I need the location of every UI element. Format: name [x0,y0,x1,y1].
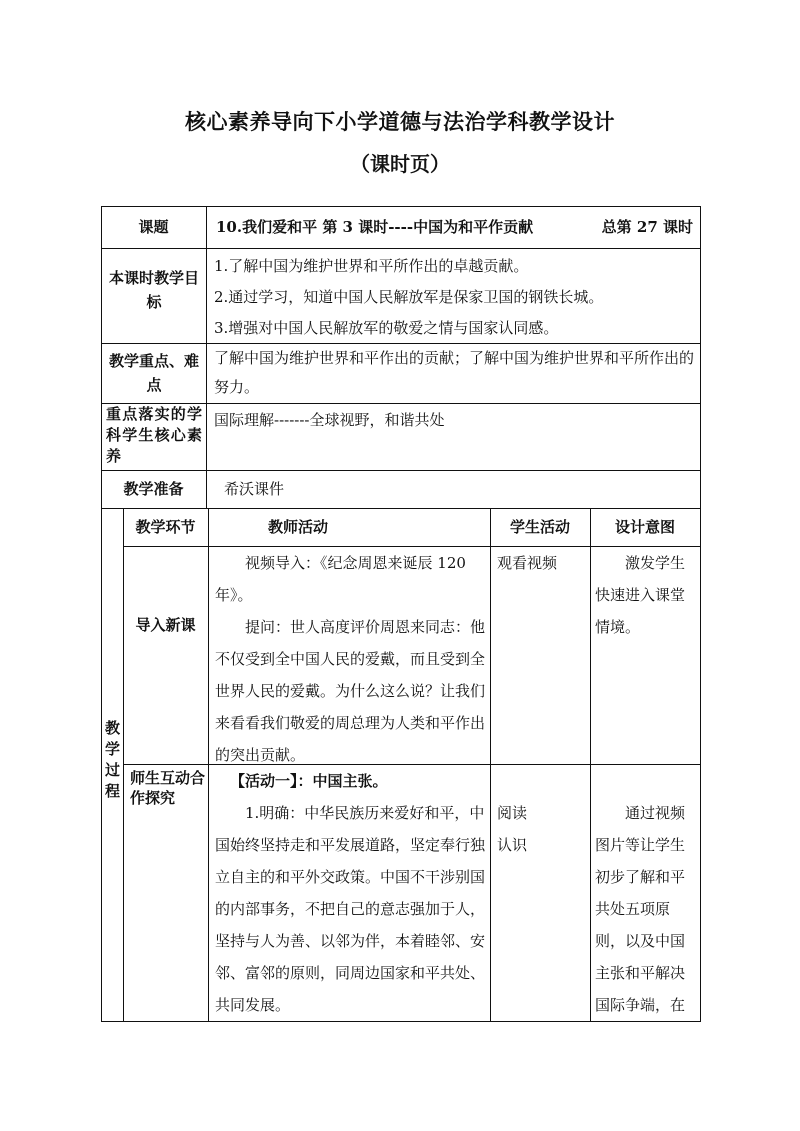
process-label: 教学过程 [104,719,120,800]
goals-label: 本课时教学目标 [108,269,199,311]
topic-total-lessons: 总第 27 课时 [601,218,693,236]
goals-list [214,251,694,344]
teacher-activity [215,547,485,771]
col-header-intent: 设计意图 [614,518,675,536]
student-activity: 阅读认识 [497,804,528,854]
step-name: 师生互动合作探究 [130,769,206,807]
document-title: 核心素养导向下小学道德与法治学科教学设计 [185,110,615,134]
document-subtitle: （课时页） [350,152,450,176]
col-header-student: 学生活动 [509,518,570,536]
topic-label: 课题 [138,218,169,236]
literacy-label: 重点落实的学科学生核心素养 [106,405,202,465]
goal-item: 2.通过学习，知道中国人民解放军是保家卫国的钢铁长城。 [214,288,604,306]
prep-value: 希沃课件 [224,480,285,498]
teacher-paragraph: 视频导入：《纪念周恩来诞辰 120 年》。 [215,554,466,604]
literacy-value: 国际理解-------全球视野，和谐共处 [214,411,445,429]
col-header-teacher: 教师活动 [267,518,328,536]
teacher-paragraph: 1.明确：中华民族历来爱好和平，中国始终坚持走和平发展道路，坚定奉行独立自主的和平外交政策。中国不干涉别国的内部事务，不把自己的意志强加于人，坚持与人为善、以邻为伴，本着睦邻、安邻、富邻的原则，同周边国家和平共处、共同发展。 [215,804,486,1014]
design-intent: 激发学生快速进入课堂情境。 [595,554,686,636]
prep-label: 教学准备 [123,480,184,498]
keypoints-label: 教学重点、难点 [108,352,199,394]
goal-item: 1.了解中国为维护世界和平所作出的卓越贡献。 [214,257,529,275]
col-header-step: 教学环节 [135,518,196,536]
design-intent: 通过视频图片等让学生初步了解和平共处五项原则，以及中国主张和平解决国际争端，在 [595,804,686,1014]
teacher-paragraph: 提问：世人高度评价周恩来同志：他不仅受到全中国人民的爱戴，而且受到全世界人民的爱戴。为什么这么说？让我们来看看我们敬爱的周总理为人类和平作出的突出贡献。 [215,618,486,764]
activity-heading: 【活动一】：中国主张。 [230,772,388,790]
topic-value: 10.我们爱和平 第 3 课时----中国为和平作贡献 [216,218,534,236]
keypoints-value: 了解中国为维护世界和平作出的贡献；了解中国为维护世界和平所作出的努力。 [214,349,695,396]
student-activity: 观看视频 [497,554,558,572]
step-name: 导入新课 [135,616,196,634]
goal-item: 3.增强对中国人民解放军的敬爱之情与国家认同感。 [214,319,559,337]
teacher-activity [215,765,485,1021]
